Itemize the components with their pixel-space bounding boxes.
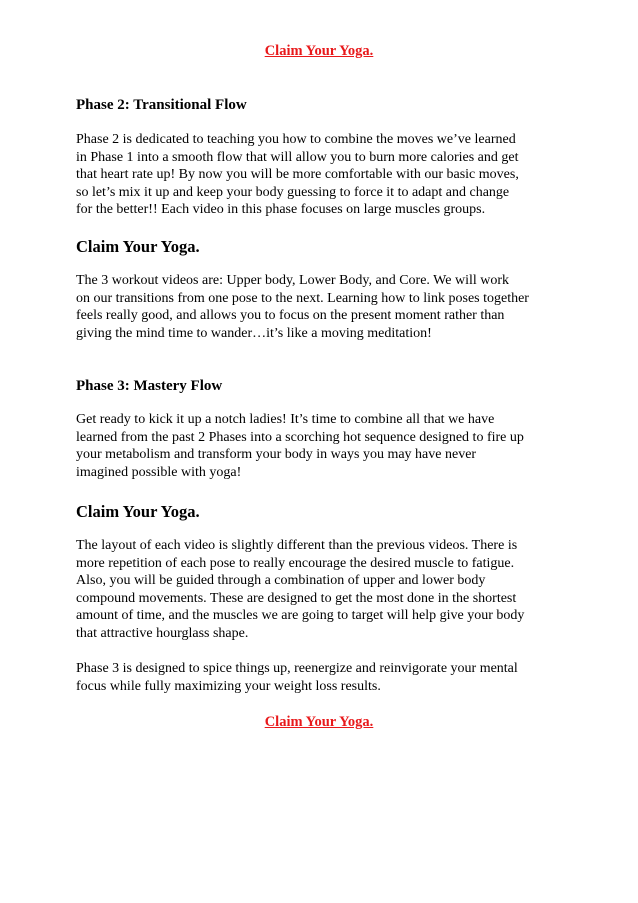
phase3-heading: Phase 3: Mastery Flow (76, 378, 223, 394)
text-line: so let’s mix it up and keep your body guessing to force it to adapt and change (76, 184, 510, 200)
text-line: in Phase 1 into a smooth flow that will allow you to burn more calories and get (76, 149, 519, 165)
text-line: Also, you will be guided through a combination of upper and lower body (76, 573, 486, 589)
phase2-heading: Phase 2: Transitional Flow (76, 97, 247, 113)
text-line: compound movements. These are designed to get the most done in the shortest (76, 590, 517, 606)
phase2-claim-heading: Claim Your Yoga. (76, 237, 200, 256)
text-line: Phase 2 is dedicated to teaching you how to combine the moves we’ve learned (76, 132, 516, 147)
text-line: that heart rate up! By now you will be more comfortable with our basic moves, (76, 167, 519, 183)
claim-yoga-link-bottom[interactable]: Claim Your Yoga. (264, 714, 374, 730)
text-line: feels really good, and allows you to focus on the present moment rather than (76, 308, 505, 324)
text-line: your metabolism and transform your body in ways you may have never (76, 447, 477, 463)
text-line: on our transitions from one pose to the next. Learning how to link poses together (76, 290, 529, 306)
text-line: focus while fully maximizing your weight loss results. (76, 678, 381, 694)
phase3-claim-heading: Claim Your Yoga. (76, 502, 200, 521)
text-line: that attractive hourglass shape. (76, 625, 249, 641)
text-line: learned from the past 2 Phases into a scorching hot sequence designed to fire up (76, 429, 524, 445)
text-line: Get ready to kick it up a notch ladies! It’s time to combine all that we have (76, 412, 495, 427)
text-line: The layout of each video is slightly different than the previous videos. There is (76, 538, 518, 553)
text-line: The 3 workout videos are: Upper body, Lower Body, and Core. We will work (76, 273, 510, 288)
text-line: more repetition of each pose to really encourage the desired muscle to fatigue. (76, 555, 515, 571)
phase2-paragraph (76, 131, 576, 219)
phase3-paragraph (76, 411, 576, 481)
phase3-layout-paragraph (76, 537, 576, 643)
text-line: amount of time, and the muscles we are going to target will help give your body (76, 608, 525, 624)
claim-yoga-link-top[interactable]: Claim Your Yoga. (264, 43, 374, 59)
text-line: Phase 3 is designed to spice things up, reenergize and reinvigorate your mental (76, 661, 518, 676)
phase3-spice-paragraph (76, 660, 576, 695)
text-line: giving the mind time to wander…it’s like a moving meditation! (76, 325, 432, 341)
phase2-videos-paragraph (76, 272, 576, 342)
text-line: imagined possible with yoga! (76, 464, 242, 480)
text-line: for the better!! Each video in this phase focuses on large muscles groups. (76, 202, 486, 218)
